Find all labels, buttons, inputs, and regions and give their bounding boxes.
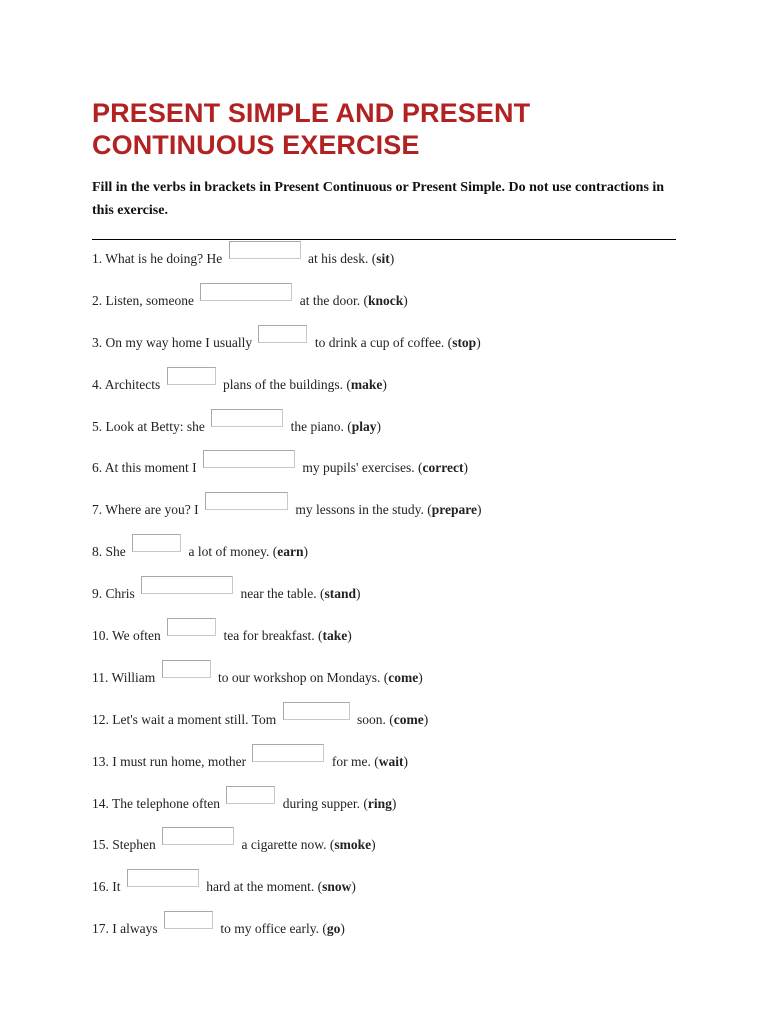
- verb-hint: play: [351, 418, 377, 434]
- verb-hint: knock: [367, 292, 404, 308]
- exercise-item: [92, 408, 692, 450]
- answer-field[interactable]: [283, 702, 350, 720]
- verb-hint: take: [322, 628, 348, 644]
- item-prompt-before: 14. The telephone often: [92, 795, 224, 811]
- verb-hint: make: [350, 376, 383, 392]
- exercise-item: [92, 366, 692, 408]
- title-line-1: PRESENT SIMPLE AND PRESENT: [92, 98, 531, 128]
- exercise-item: [92, 240, 692, 282]
- item-close-paren: ): [476, 502, 482, 518]
- item-prompt-after: to our workshop on Mondays. (: [214, 669, 389, 685]
- item-close-paren: ): [340, 921, 345, 937]
- item-prompt-before: 7. Where are you? I: [92, 502, 202, 518]
- item-close-paren: ): [376, 418, 381, 434]
- answer-field[interactable]: [162, 660, 211, 678]
- item-prompt-after: my pupils' exercises. (: [299, 460, 423, 476]
- item-close-paren: ): [371, 837, 376, 853]
- verb-hint: wait: [378, 753, 404, 769]
- answer-field[interactable]: [203, 450, 295, 468]
- item-prompt-before: 12. Let's wait a moment still. Tom: [92, 711, 280, 727]
- verb-hint: stand: [324, 586, 356, 602]
- item-prompt-after: hard at the moment. (: [202, 879, 323, 895]
- item-prompt-before: 3. On my way home I usually: [92, 334, 256, 350]
- item-prompt-before: 17. I always: [92, 921, 161, 937]
- exercise-item: [92, 491, 692, 533]
- item-prompt-before: 16. It: [92, 879, 124, 895]
- item-prompt-after: soon. (: [353, 711, 394, 727]
- exercise-item: [92, 826, 692, 868]
- exercise-item: [92, 785, 692, 827]
- item-close-paren: ): [403, 292, 408, 308]
- verb-hint: ring: [367, 795, 392, 811]
- exercise-item: [92, 324, 692, 366]
- instructions-text: Fill in the verbs in brackets in Present Continuous or Present Simple. Do not use contractions in this exercise.: [92, 180, 665, 218]
- answer-field[interactable]: [162, 827, 234, 845]
- answer-field[interactable]: [200, 283, 292, 301]
- item-prompt-before: 13. I must run home, mother: [92, 753, 250, 769]
- title-line-2: CONTINUOUS EXERCISE: [92, 130, 420, 160]
- exercise-item: [92, 533, 692, 575]
- item-prompt-before: 8. She: [92, 544, 130, 560]
- item-prompt-before: 15. Stephen: [92, 837, 160, 853]
- item-close-paren: ): [463, 460, 468, 476]
- verb-hint: smoke: [334, 837, 372, 853]
- exercise-item: [92, 282, 692, 324]
- item-prompt-after: at his desk. (: [304, 251, 377, 266]
- verb-hint: go: [326, 921, 341, 937]
- page-title: [92, 97, 692, 161]
- answer-field[interactable]: [127, 869, 199, 887]
- verb-hint: come: [388, 669, 419, 685]
- answer-field[interactable]: [164, 911, 213, 929]
- item-prompt-before: 1. What is he doing? He: [92, 251, 226, 266]
- exercise-item: [92, 701, 692, 743]
- item-close-paren: ): [347, 628, 352, 644]
- item-close-paren: ): [391, 795, 397, 811]
- verb-hint: earn: [277, 544, 304, 560]
- item-prompt-before: 5. Look at Betty: she: [92, 418, 209, 434]
- item-prompt-before: 10. We often: [92, 628, 165, 644]
- exercise-item: [92, 868, 692, 910]
- item-prompt-after: for me. (: [328, 753, 379, 769]
- answer-field[interactable]: [167, 367, 216, 385]
- answer-field[interactable]: [229, 241, 301, 259]
- item-prompt-after: during supper. (: [279, 795, 368, 811]
- exercise-list: [92, 240, 692, 952]
- item-close-paren: ): [389, 251, 395, 266]
- verb-hint: correct: [422, 460, 464, 476]
- verb-hint: come: [393, 711, 424, 727]
- item-prompt-after: plans of the buildings. (: [219, 376, 351, 392]
- verb-hint: sit: [376, 251, 390, 266]
- answer-field[interactable]: [141, 576, 233, 594]
- verb-hint: prepare: [431, 502, 477, 518]
- item-close-paren: ): [355, 586, 361, 602]
- item-prompt-after: at the door. (: [296, 292, 368, 308]
- item-prompt-after: my lessons in the study. (: [291, 502, 432, 518]
- exercise-item: [92, 617, 692, 659]
- answer-field[interactable]: [132, 534, 181, 552]
- item-close-paren: ): [476, 334, 481, 350]
- answer-field[interactable]: [226, 786, 275, 804]
- answer-field[interactable]: [167, 618, 216, 636]
- item-prompt-after: tea for breakfast. (: [220, 628, 323, 644]
- item-prompt-before: 9. Chris: [92, 586, 139, 602]
- exercise-item: [92, 449, 692, 491]
- item-close-paren: ): [351, 879, 356, 895]
- item-prompt-after: a cigarette now. (: [238, 837, 335, 853]
- answer-field[interactable]: [252, 744, 324, 762]
- answer-field[interactable]: [258, 325, 307, 343]
- item-prompt-before: 4. Architects: [92, 376, 164, 392]
- exercise-item: [92, 910, 692, 952]
- item-close-paren: ): [303, 544, 308, 560]
- item-close-paren: ): [403, 753, 408, 769]
- item-prompt-after: near the table. (: [237, 586, 325, 602]
- item-close-paren: ): [423, 711, 429, 727]
- answer-field[interactable]: [211, 409, 283, 427]
- exercise-item: [92, 575, 692, 617]
- item-prompt-before: 2. Listen, someone: [92, 292, 198, 308]
- exercise-item: [92, 743, 692, 785]
- verb-hint: stop: [452, 334, 477, 350]
- item-prompt-after: the piano. (: [287, 418, 352, 434]
- item-prompt-before: 6. At this moment I: [92, 460, 200, 476]
- item-close-paren: ): [418, 669, 423, 685]
- exercise-item: [92, 659, 692, 701]
- item-prompt-after: a lot of money. (: [185, 544, 278, 560]
- item-prompt-after: to my office early. (: [216, 921, 327, 937]
- item-prompt-before: 11. William: [92, 669, 159, 685]
- verb-hint: snow: [322, 879, 352, 895]
- item-close-paren: ): [382, 376, 387, 392]
- item-prompt-after: to drink a cup of coffee. (: [311, 334, 453, 350]
- answer-field[interactable]: [205, 492, 288, 510]
